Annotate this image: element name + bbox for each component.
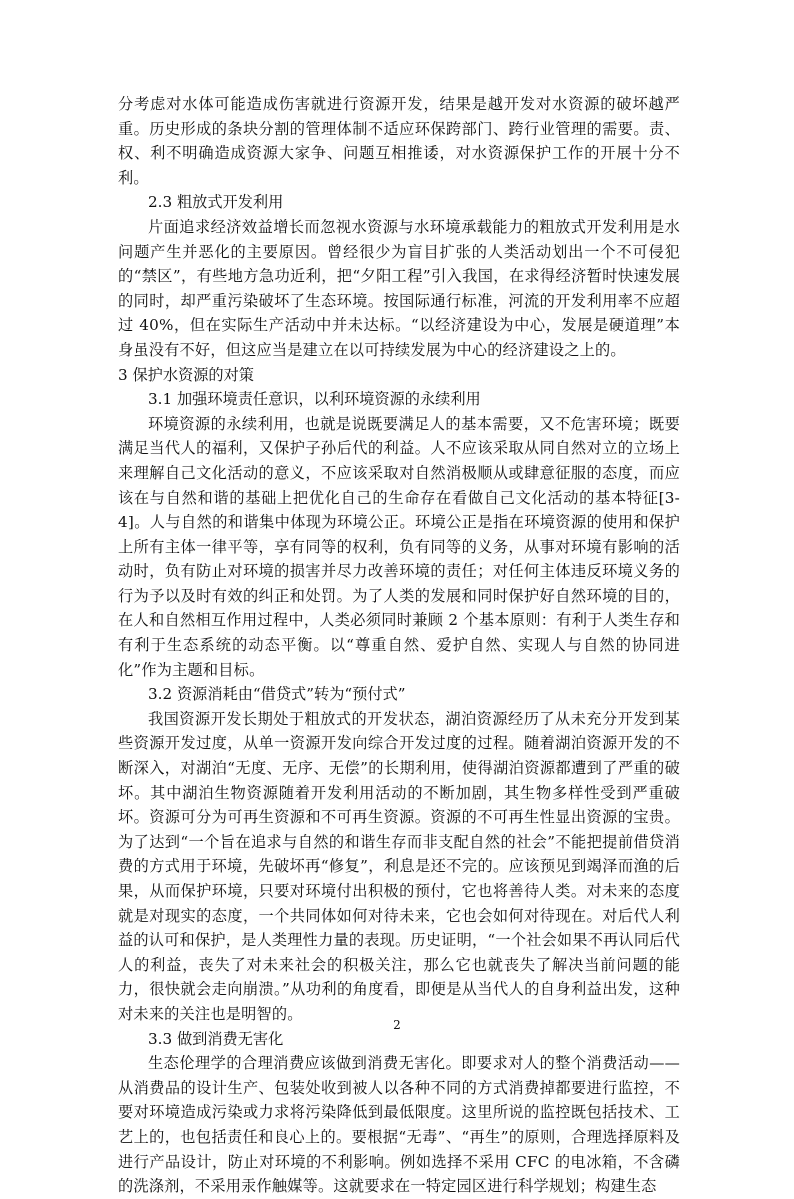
- section-heading: 3.3 做到消费无害化: [148, 1029, 284, 1048]
- paragraph: 我国资源开发长期处于粗放式的开发状态，湖泊资源经历了从未充分开发到某些资源开发过度，从单一资源开发向综合开发过度的过程。随着湖泊资源开发的不断深入，对湖泊“无度、无序、无偿”的长期利用，使得湖泊资源都遭到了严重的破坏。其中湖泊生物资源随着开发利用活动的不断加剧，其生物多样性受到严重破坏。资源可分为可再生资源和不可再生资源。资源的不可再生性显出资源的宝贵。为了达到“一个旨在追求与自然的和谐生存而非支配自然的社会”不能把提前借贷消费的方式用于环境，先破坏再“修复”，利息是还不完的。应该预见到竭泽而渔的后果，从而保护环境，只要对环境付出积极的预付，它也将善待人类。对未来的态度就是对现实的态度，一个共同体如何对待未来，它也会如何对待现在。对后代人利益的认可和保护，是人类理性力量的表现。历史证明，“一个社会如果不再认同后代人的利益，丧失了对未来社会的积极关注，那么它也就丧失了解决当前问题的能力，很快就会走向崩溃。”从功利的角度看，即便是从当代人的自身利益出发，这种对未来的关注也是明智的。: [118, 709, 680, 1023]
- page-number: 2: [393, 1018, 401, 1032]
- section-heading: 3.2 资源消耗由“借贷式”转为“预付式”: [148, 685, 406, 704]
- section-heading: 3 保护水资源的对策: [118, 365, 254, 384]
- paragraph: 片面追求经济效益增长而忽视水资源与水环境承载能力的粗放式开发利用是水问题产生并恶化的主要原因。曾经很少为盲目扩张的人类活动划出一个不可侵犯的“禁区”，有些地方急功近利，把“夕阳工程”引入我国，在求得经济暂时快速发展的同时，却严重污染破坏了生态环境。按国际通行标准，河流的开发利用率不应超过 40%，但在实际生产活动中并未达标。“以经济建设为中心，发展是硬道理”本身虽没有不好，但这应当是建立在以可持续发展为中心的经济建设之上的。: [118, 217, 680, 359]
- paragraph: 环境资源的永续利用，也就是说既要满足人的基本需要，又不危害环境；既要满足当代人的福利，又保护子孙后代的利益。人不应该采取从同自然对立的立场上来理解自己文化活动的意义，不应该采取对自然消极顺从或肆意征服的态度，而应该在与自然和谐的基础上把优化自己的生命存在看做自己文化活动的基本特征[3-4]。人与自然的和谐集中体现为环境公正。环境公正是指在环境资源的使用和保护上所有主体一律平等，享有同等的权利，负有同等的义务，从事对环境有影响的活动时，负有防止对环境的损害并尽力改善环境的责任；对任何主体违反环境义务的行为予以及时有效的纠正和处罚。为了人类的发展和同时保护好自然环境的目的，在人和自然相互作用过程中，人类必须同时兼顾 2 个基本原则：有利于人类生存和有利于生态系统的动态平衡。以“尊重自然、爱护自然、实现人与自然的协同进化”作为主题和目标。: [118, 414, 680, 679]
- paragraph: 分考虑对水体可能造成伤害就进行资源开发，结果是越开发对水资源的破坏越严重。历史形成的条块分割的管理体制不适应环保跨部门、跨行业管理的需要。责、权、利不明确造成资源大家争、问题互相推诿，对水资源保护工作的开展十分不利。: [118, 95, 680, 187]
- paragraph: 生态伦理学的合理消费应该做到消费无害化。即要求对人的整个消费活动——从消费品的设计生产、包装处收到被人以各种不同的方式消费掉都要进行监控，不要对环境造成污染或力求将污染降低到最低限度。这里所说的监控既包括技术、工艺上的，也包括责任和良心上的。要根据“无毒”、“再生”的原则，合理选择原料及进行产品设计，防止对环境的不利影响。例如选择不采用 CFC 的电冰箱，不含磷的洗涤剂，不采用汞作触媒等。这就要求在一特定园区进行科学规划；构建生态: [118, 1054, 680, 1196]
- section-heading: 2.3 粗放式开发利用: [148, 193, 284, 212]
- section-heading: 3.1 加强环境责任意识，以利环境资源的永续利用: [148, 390, 481, 409]
- document-body: [118, 92, 680, 1199]
